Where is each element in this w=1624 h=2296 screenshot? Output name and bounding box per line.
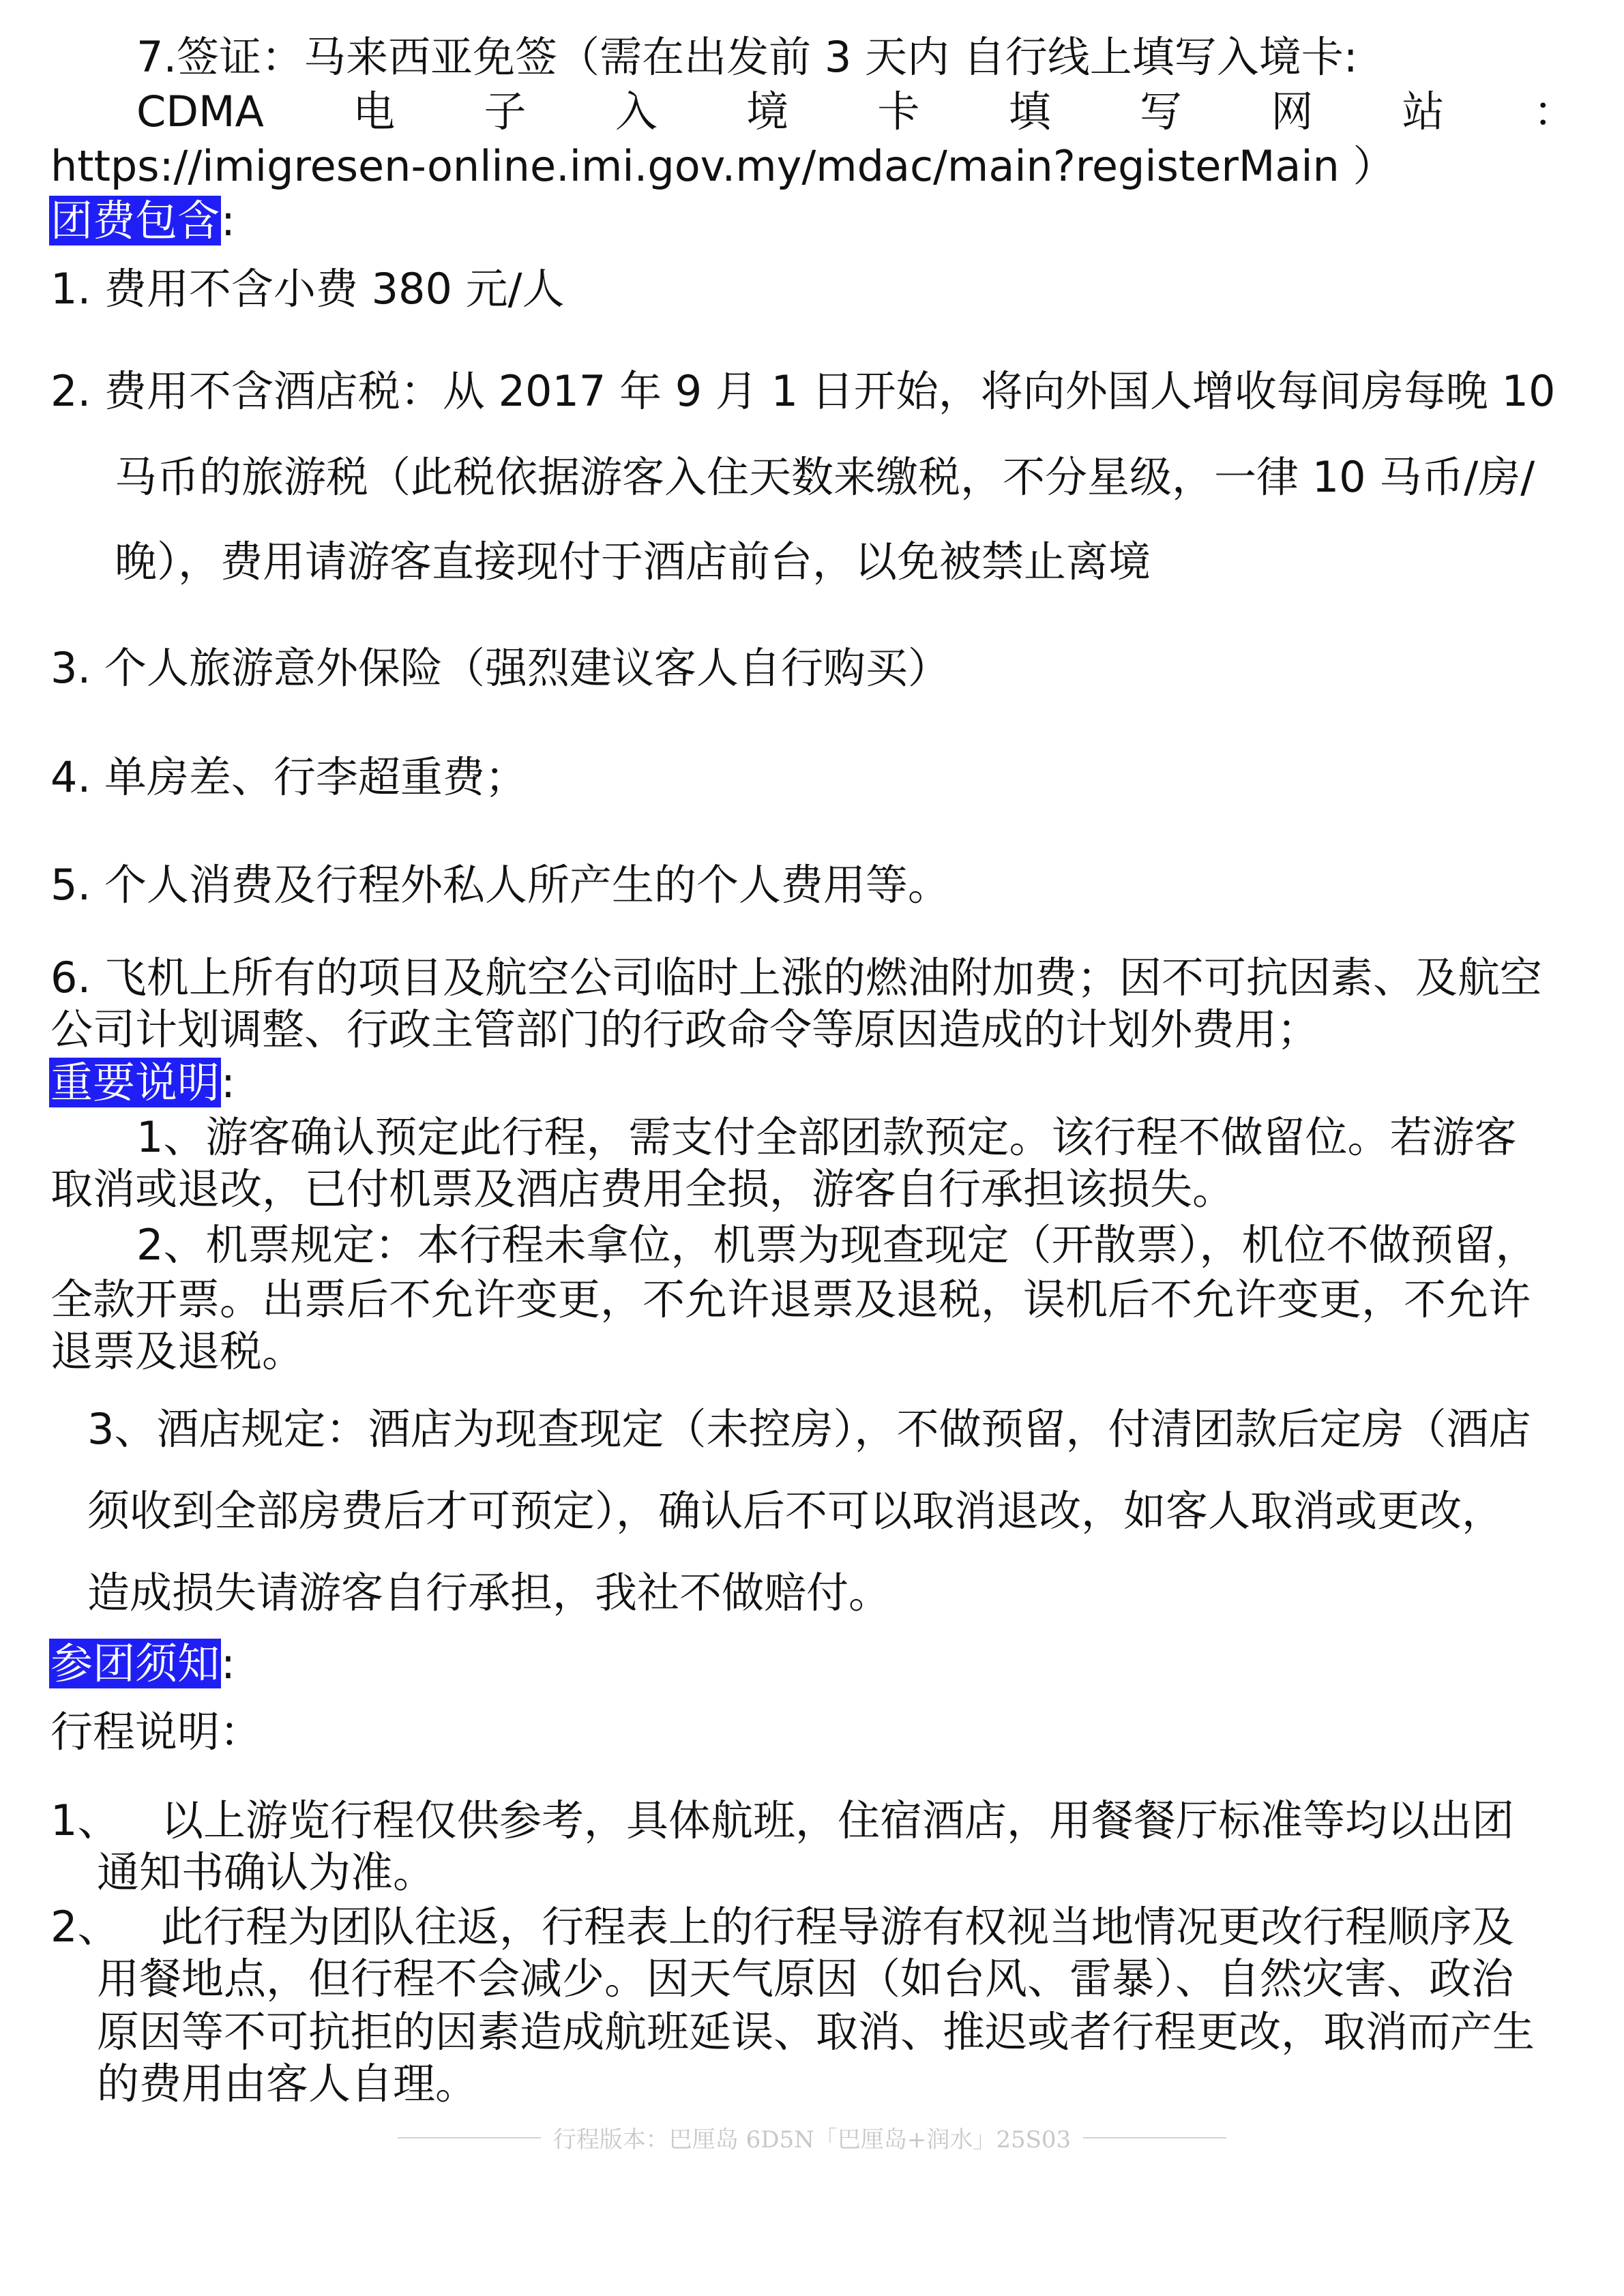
page-footer bbox=[0, 2121, 1624, 2154]
important-line: 须收到全部房费后才可预定），确认后不可以取消退改，如客人取消或更改， bbox=[87, 1486, 1505, 1536]
footer-rule-right bbox=[1083, 2137, 1226, 2138]
visa-word: 站 bbox=[1402, 87, 1445, 136]
notice-item-line: 通知书确认为准。 bbox=[97, 1847, 436, 1897]
important-line: 3、酒店规定：酒店为现查现定（未控房），不做预留，付清团款后定房（酒店 bbox=[87, 1404, 1531, 1454]
important-line: 全款开票。出票后不允许变更，不允许退票及退税，误机后不允许变更，不允许 bbox=[50, 1274, 1531, 1324]
visa-word: 写 bbox=[1140, 87, 1183, 136]
important-line: 1、游客确认预定此行程，需支付全部团款预定。该行程不做留位。若游客 bbox=[136, 1112, 1517, 1162]
visa-word: 电 bbox=[353, 87, 396, 136]
fee-item: 1. 费用不含小费 380 元/人 bbox=[50, 264, 565, 314]
notice-item-line: 的费用由客人自理。 bbox=[97, 2059, 478, 2108]
important-line: 造成损失请游客自行承担，我社不做赔付。 bbox=[87, 1568, 891, 1617]
notice-heading-row bbox=[49, 1637, 235, 1691]
visa-word: 入 bbox=[615, 87, 658, 136]
fee-item-continued: 公司计划调整、行政主管部门的行政命令等原因造成的计划外费用； bbox=[50, 1004, 1320, 1054]
important-line: 2、机票规定：本行程未拿位，机票为现查现定（开散票），机位不做预留， bbox=[136, 1220, 1538, 1270]
fee-item-continued: 晚），费用请游客直接现付于酒店前台，以免被禁止离境 bbox=[115, 537, 1151, 586]
footer-version-text: 行程版本：巴厘岛 6D5N「巴厘岛+润水」25S03 bbox=[552, 2126, 1072, 2153]
visa-word: 境 bbox=[746, 87, 789, 136]
heading-colon: : bbox=[221, 1639, 235, 1688]
fee-item: 3. 个人旅游意外保险（强烈建议客人自行购买） bbox=[50, 643, 950, 693]
visa-word: 子 bbox=[484, 87, 527, 136]
visa-word: 卡 bbox=[877, 87, 920, 136]
notice-item-line: 此行程为团队往返，行程表上的行程导游有权视当地情况更改行程顺序及 bbox=[161, 1902, 1515, 1952]
important-heading-row bbox=[49, 1056, 235, 1110]
notice-item-line: 以上游览行程仅供参考，具体航班，住宿酒店，用餐餐厅标准等均以出团 bbox=[161, 1795, 1515, 1845]
fee-item: 6. 飞机上所有的项目及航空公司临时上涨的燃油附加费；因不可抗因素、及航空 bbox=[50, 953, 1542, 1002]
visa-url: https://imigresen-online.imi.gov.my/mdac/main?registerMain ） bbox=[50, 141, 1396, 191]
notice-item-line: 用餐地点，但行程不会减少。因天气原因（如台风、雷暴）、自然灾害、政治 bbox=[97, 1954, 1514, 2003]
fee-heading: 团费包含 bbox=[50, 196, 220, 245]
notice-item-number: 1、 bbox=[50, 1795, 120, 1845]
visa-word: ： bbox=[1533, 87, 1576, 136]
fee-item: 2. 费用不含酒店税：从 2017 年 9 月 1 日开始，将向外国人增收每间房每晚 10 bbox=[50, 366, 1556, 416]
visa-word: 填 bbox=[1008, 87, 1051, 136]
footer-rule-left bbox=[398, 2137, 541, 2138]
visa-word: CDMA bbox=[136, 87, 264, 136]
notice-item-number: 2、 bbox=[50, 1902, 120, 1952]
visa-line-1: 7.签证：马来西亚免签（需在出发前 3 天内 自行线上填写入境卡: bbox=[136, 32, 1358, 82]
important-heading: 重要说明 bbox=[50, 1058, 220, 1107]
important-line: 取消或退改，已付机票及酒店费用全损，游客自行承担该损失。 bbox=[50, 1164, 1235, 1214]
fee-item-continued: 马币的旅游税（此税依据游客入住天数来缴税，不分星级，一律 10 马币/房/ bbox=[115, 452, 1535, 502]
notice-subheading: 行程说明： bbox=[50, 1707, 263, 1757]
notice-item-line: 原因等不可抗拒的因素造成航班延误、取消、推迟或者行程更改，取消而产生 bbox=[97, 2007, 1535, 2057]
visa-line-2 bbox=[136, 85, 1576, 139]
notice-heading: 参团须知 bbox=[50, 1639, 220, 1688]
fee-item: 5. 个人消费及行程外私人所产生的个人费用等。 bbox=[50, 860, 950, 910]
heading-colon: : bbox=[221, 1058, 235, 1107]
important-line: 退票及退税。 bbox=[50, 1326, 305, 1376]
heading-colon: : bbox=[221, 196, 235, 245]
fee-item: 4. 单房差、行李超重费； bbox=[50, 752, 527, 802]
visa-word: 网 bbox=[1271, 87, 1314, 136]
fee-heading-row bbox=[49, 194, 235, 248]
